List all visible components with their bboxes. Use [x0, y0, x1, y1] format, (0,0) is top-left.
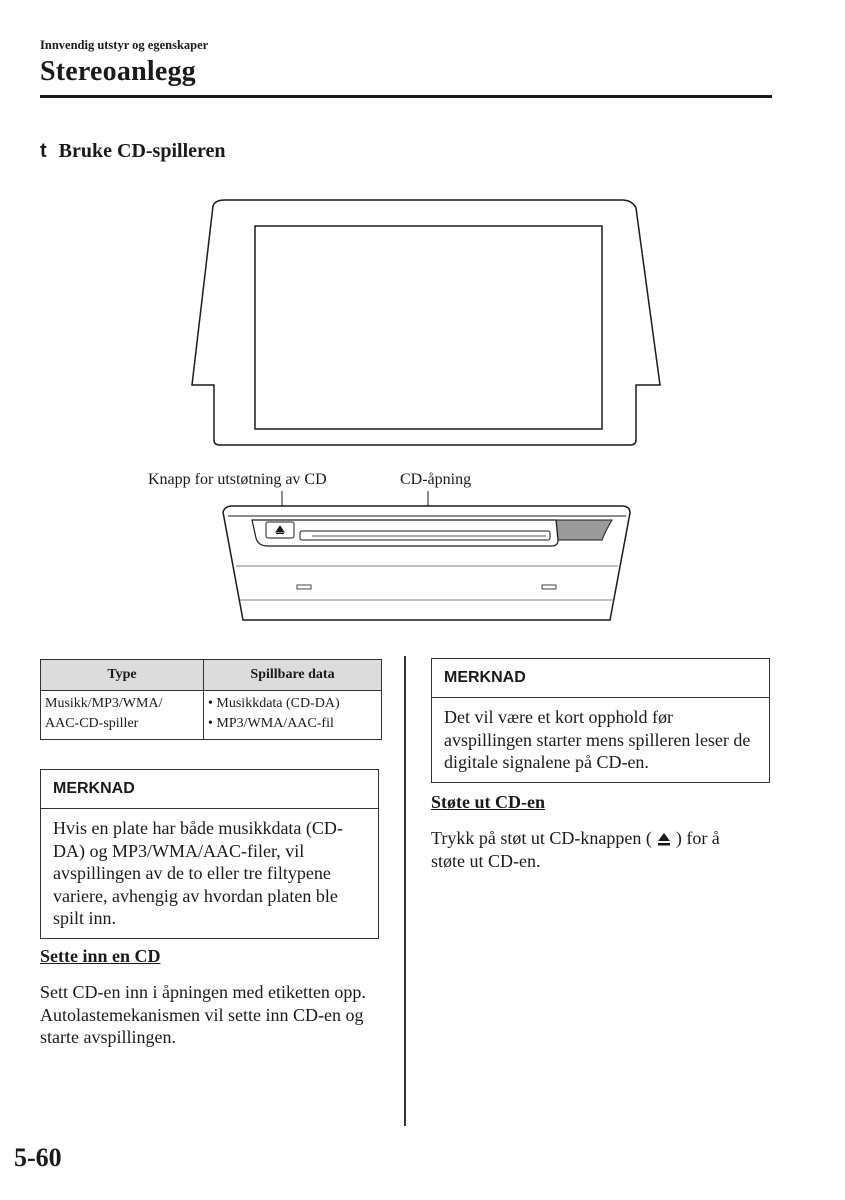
column-divider: [404, 656, 406, 1126]
insert-cd-text: Sett CD-en inn i åpningen med etiketten opp. Autolastemekanismen vil sette inn CD-en og starte avspillingen.: [40, 982, 366, 1047]
insert-cd-heading: Sette inn en CD: [40, 946, 161, 966]
note-box-right: [431, 658, 770, 783]
eject-button-label: Knapp for utstøtning av CD: [148, 471, 327, 488]
note-title: MERKNAD: [432, 659, 769, 698]
note-title: MERKNAD: [41, 770, 378, 809]
table-row: [41, 691, 382, 740]
section-heading-text: Bruke CD-spilleren: [58, 140, 226, 162]
page-number: 5-60: [14, 1143, 62, 1172]
cd-unit-shade: [556, 520, 612, 540]
cd-slot: [300, 531, 550, 540]
eject-cd-heading: Støte ut CD-en: [431, 792, 545, 812]
table-cell-type: Musikk/MP3/WMA/ AAC-CD-spiller: [41, 691, 204, 740]
playable-data-table: [40, 659, 382, 740]
note-body: Det vil være et kort opphold før avspillingen starter mens spilleren leser de digitale signalene på CD-en.: [444, 707, 751, 772]
note-body: Hvis en plate har både musikkdata (CD-DA) og MP3/WMA/AAC-filer, vil avspillingen av de to eller tre filtypene variere, avhengig av hvordan platen ble spilt inn.: [53, 818, 343, 928]
eject-icon: [656, 832, 672, 846]
table-cell-data: • Musikkdata (CD-DA) • MP3/WMA/AAC-fil: [204, 691, 382, 740]
note-box-left: [40, 769, 379, 939]
table-header-type: Type: [41, 660, 204, 691]
cd-slot-label: CD-åpning: [400, 471, 472, 488]
display-screen: [255, 226, 602, 429]
section-label: Innvendig utstyr og egenskaper: [40, 38, 209, 52]
table-header-data: Spillbare data: [204, 660, 382, 691]
heading-bullet: t: [40, 140, 47, 162]
page-title: Stereoanlegg: [40, 56, 196, 87]
eject-cd-text: Trykk på støt ut CD-knappen ( ) for å støte ut CD-en.: [431, 828, 720, 871]
